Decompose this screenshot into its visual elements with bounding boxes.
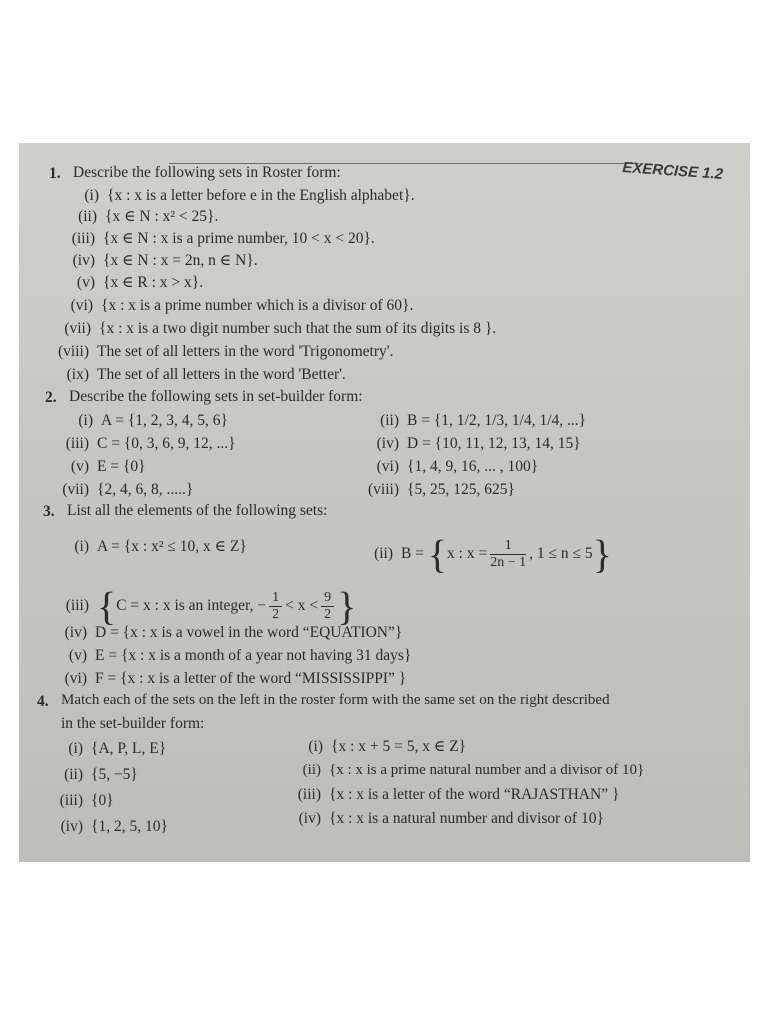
q2-left-item <box>55 459 146 475</box>
q2-right-item <box>365 482 515 498</box>
item-number: (vi) <box>376 458 399 475</box>
q3-number: 3. <box>43 503 55 520</box>
q3-item-v <box>53 648 411 664</box>
item-number: (ii) <box>78 208 97 225</box>
q4-right-item <box>287 811 604 827</box>
q1-item <box>55 344 393 360</box>
left-brace: { <box>97 583 117 629</box>
q1-item <box>57 321 496 337</box>
item-number: (v) <box>70 458 89 475</box>
item-text: E = {x : x is a month of a year not having 31 days} <box>95 647 412 664</box>
item-number: (iii) <box>65 597 89 615</box>
q3-item-iii <box>55 583 357 629</box>
item-text: {x ∈ R : x > x}. <box>103 274 204 291</box>
item-text: {5, 25, 125, 625} <box>407 481 515 498</box>
item-number: (i) <box>308 738 323 755</box>
item-number: (ii) <box>64 766 83 783</box>
item-number: (viii) <box>58 343 89 360</box>
item-number: (i) <box>84 187 99 204</box>
set-lhs: B = <box>401 545 424 563</box>
fraction <box>321 591 334 622</box>
item-text: {x ∈ N : x is a prime number, 10 < x < 20}. <box>103 230 375 247</box>
q2-left-item <box>59 413 228 429</box>
q1-prompt: Describe the following sets in Roster form: <box>73 164 341 181</box>
item-text: B = {1, 1/2, 1/3, 1/4, 1/4, ...} <box>407 412 587 429</box>
set-rule-prefix: C = x : x is an integer, − <box>116 597 267 615</box>
item-text: {x : x is a natural number and divisor of 10} <box>329 810 604 827</box>
q2-right-item <box>365 413 586 429</box>
fraction <box>490 539 526 570</box>
item-number: (vii) <box>62 481 89 498</box>
item-text: F = {x : x is a letter of the word “MISSISSIPPI” } <box>95 670 407 687</box>
q1-number: 1. <box>49 165 61 182</box>
q3-item-ii <box>359 531 612 577</box>
q2-left-item <box>55 482 193 498</box>
fraction-numerator: 1 <box>490 539 526 555</box>
q4-right-item <box>287 763 644 778</box>
set-rule-suffix: , 1 ≤ n ≤ 5 <box>529 545 593 563</box>
q1-item <box>61 275 203 291</box>
set-rule-prefix: x : x = <box>447 545 488 563</box>
item-text: {1, 4, 9, 16, ... , 100} <box>407 458 539 475</box>
q4-right-item <box>287 787 619 803</box>
item-text: The set of all letters in the word 'Trigonometry'. <box>97 343 394 360</box>
q3-item-iv <box>53 625 402 641</box>
q1-item <box>65 188 415 204</box>
right-brace: } <box>337 583 357 629</box>
item-number: (viii) <box>368 481 399 498</box>
inequality: < x < <box>285 597 319 615</box>
q1-item <box>61 231 375 247</box>
item-number: (iii) <box>65 435 89 452</box>
fraction-numerator: 1 <box>269 591 282 607</box>
q2-right-item <box>365 459 538 475</box>
item-number: (iv) <box>64 624 87 641</box>
item-text: {x ∈ N : x = 2n, n ∈ N}. <box>103 252 258 269</box>
q3-prompt: List all the elements of the following sets: <box>67 502 328 519</box>
item-text: C = {0, 3, 6, 9, 12, ...} <box>97 435 236 452</box>
item-number: (vii) <box>64 320 91 337</box>
fraction-denominator: 2 <box>324 607 332 622</box>
q2-prompt: Describe the following sets in set-builder form: <box>69 388 363 405</box>
item-text: {0} <box>91 792 114 809</box>
exercise-heading: EXERCISE 1.2 <box>621 159 724 183</box>
item-text: {x ∈ N : x² < 25}. <box>105 208 219 225</box>
item-number: (i) <box>78 412 93 429</box>
left-brace: { <box>427 531 448 577</box>
q2-number: 2. <box>45 389 57 406</box>
item-number: (ii) <box>380 412 399 429</box>
q1-item <box>61 253 258 269</box>
q4-left-item <box>49 819 168 835</box>
item-number: (iv) <box>298 810 321 827</box>
q4-prompt: Match each of the sets on the left in the roster form with the same set on the right described <box>61 692 610 708</box>
item-text: D = {x : x is a vowel in the word “EQUATION”} <box>95 624 403 641</box>
fraction-denominator: 2n − 1 <box>490 555 527 570</box>
item-number: (iii) <box>59 792 83 809</box>
item-text: {x : x is a letter before e in the English alphabet}. <box>107 187 415 204</box>
fraction-numerator: 9 <box>321 591 334 607</box>
q4-right-item <box>289 739 466 755</box>
textbook-page-photo <box>19 143 750 862</box>
item-text: {2, 4, 6, 8, .....} <box>97 481 194 498</box>
q4-number: 4. <box>37 693 49 710</box>
fraction-denominator: 2 <box>272 607 280 622</box>
item-number: (i) <box>68 740 83 757</box>
item-text: {x : x is a two digit number such that the sum of its digits is 8 }. <box>99 320 497 337</box>
item-number: (ii) <box>374 545 393 563</box>
item-number: (iii) <box>297 786 321 803</box>
item-text: A = {x : x² ≤ 10, x ∈ Z} <box>97 538 247 555</box>
item-number: (v) <box>68 647 87 664</box>
q1-item <box>55 367 346 383</box>
q4-prompt-continued: in the set-builder form: <box>61 715 205 732</box>
item-text: A = {1, 2, 3, 4, 5, 6} <box>101 412 228 429</box>
q1-item <box>63 209 218 225</box>
item-number: (ix) <box>66 366 89 383</box>
item-text: {x : x + 5 = 5, x ∈ Z} <box>331 738 467 755</box>
item-number: (i) <box>74 538 89 555</box>
item-text: {5, −5} <box>91 766 138 783</box>
item-text: {A, P, L, E} <box>91 740 167 757</box>
q1-item <box>59 298 413 314</box>
item-text: E = {0} <box>97 458 146 475</box>
item-number: (vi) <box>64 670 87 687</box>
item-number: (ii) <box>302 762 321 778</box>
item-number: (iv) <box>376 435 399 452</box>
right-brace: } <box>592 531 612 577</box>
item-text: {x : x is a prime natural number and a divisor of 10} <box>329 762 645 778</box>
item-text: {x : x is a prime number which is a divisor of 60}. <box>101 297 414 314</box>
q2-left-item <box>55 436 236 452</box>
item-number: (iii) <box>71 230 95 247</box>
item-number: (vi) <box>70 297 93 314</box>
item-text: {1, 2, 5, 10} <box>91 818 168 835</box>
item-number: (iv) <box>72 252 95 269</box>
item-number: (v) <box>76 274 95 291</box>
fraction <box>269 591 282 622</box>
item-text: The set of all letters in the word 'Better'. <box>97 366 346 383</box>
q2-right-item <box>365 436 581 452</box>
q3-item-vi <box>53 671 406 687</box>
item-number: (iv) <box>60 818 83 835</box>
item-text: D = {10, 11, 12, 13, 14, 15} <box>407 435 581 452</box>
q4-left-item <box>49 767 138 783</box>
q4-left-item <box>49 793 114 809</box>
q4-left-item <box>49 741 166 757</box>
q3-item-i <box>55 539 247 555</box>
item-text: {x : x is a letter of the word “RAJASTHAN” } <box>329 786 620 803</box>
